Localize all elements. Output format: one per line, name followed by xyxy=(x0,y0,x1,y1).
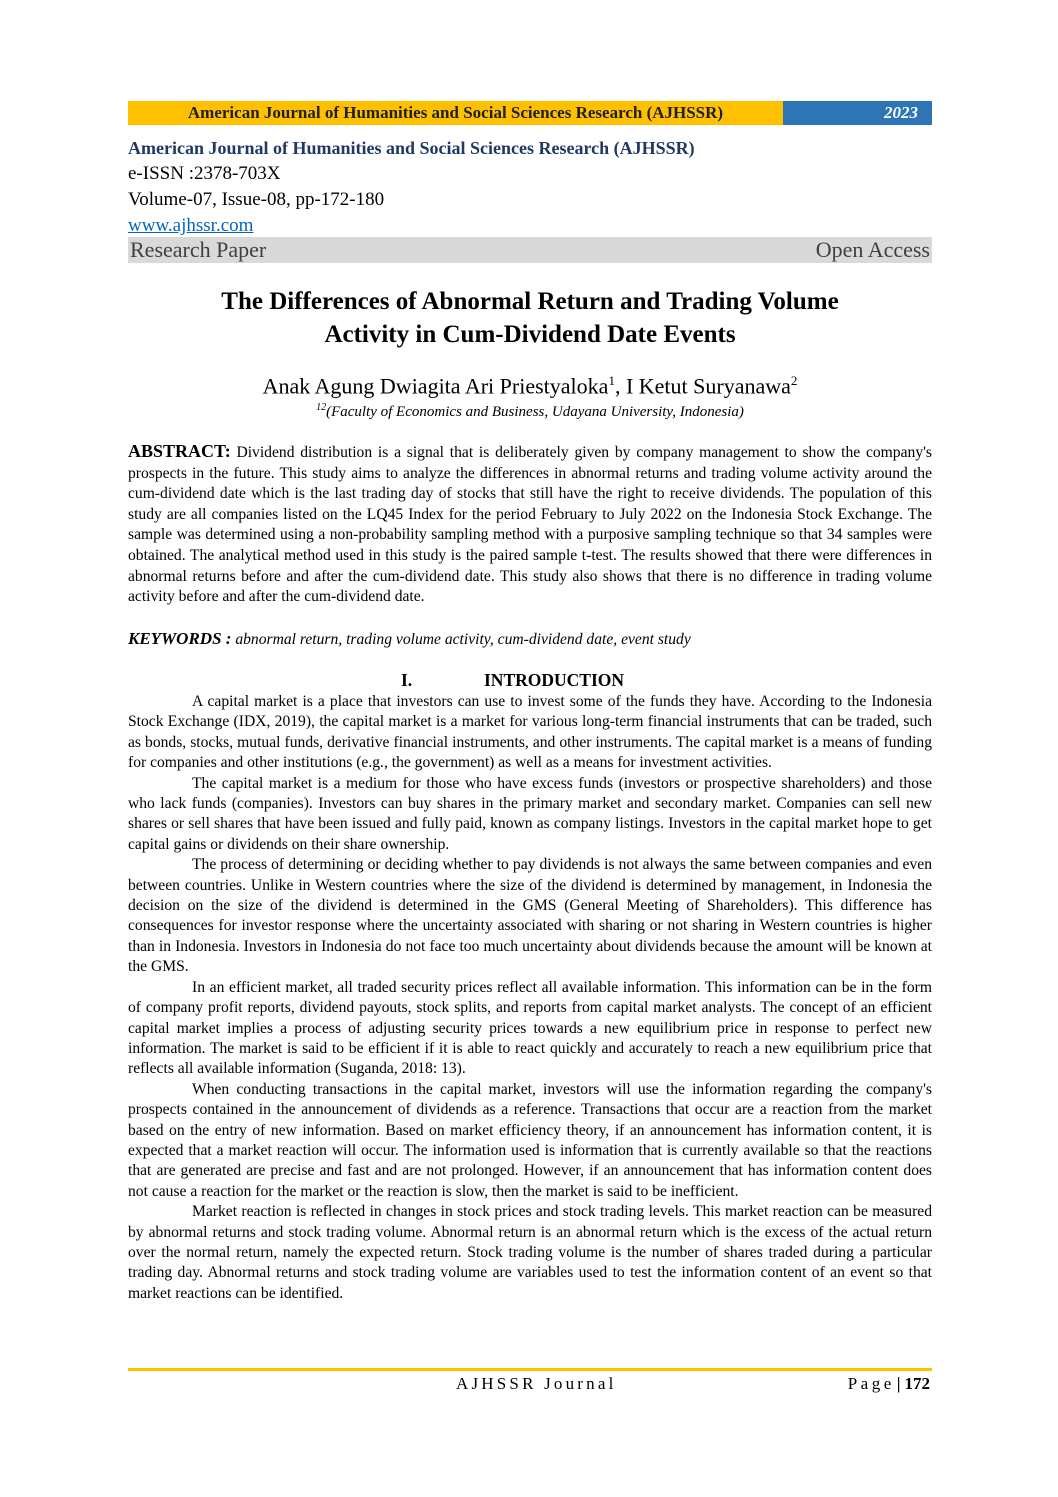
access-type: Open Access xyxy=(815,237,930,262)
abstract-label: ABSTRACT: xyxy=(128,441,231,461)
journal-meta xyxy=(128,135,932,239)
affiliation xyxy=(128,398,932,422)
author-1: Anak Agung Dwiagita Ari Priestyaloka xyxy=(262,373,609,399)
paragraph: When conducting transactions in the capital market, investors will use the information regarding the company's prospects contained in the announcement of dividends as a reference. Transactions that occur are a reaction from the market based on the entry of new information. Based on market efficiency theory, if an announcement has information content, it is expected that a market reaction will occur. The information used is information that is currently available so that the reactions that are generated are precise and fast and are not prolonged. However, if an announcement that has information content does not cause a reaction for the market or the reaction is slow, then the market is said to be inefficient. xyxy=(128,1080,932,1200)
paragraph: The capital market is a medium for those who have excess funds (investors or prospective shareholders) and those who lack funds (companies). Investors can buy shares in the primary market and secondary market. Companies can sell new shares or sell shares that have been issued and fully paid, known as company listings. Investors in the capital market hope to get capital gains or dividends on their share ownership. xyxy=(128,774,932,853)
banner-journal-title: American Journal of Humanities and Social Sciences Research (AJHSSR) xyxy=(128,101,783,125)
paper-title xyxy=(128,285,932,351)
footer-page xyxy=(848,1374,930,1394)
banner-year: 2023 xyxy=(783,101,932,125)
eissn: e-ISSN :2378-703X xyxy=(128,163,281,184)
keywords-label: KEYWORDS : xyxy=(128,629,232,648)
footer-journal: AJHSSR Journal xyxy=(456,1374,617,1393)
abstract-text: Dividend distribution is a signal that is deliberately given by company management to show the company's prospects in the future. This study aims to analyze the differences in abnormal returns and trading volume activity around the cum-dividend date which is the last trading day of stocks that still have the right to receive dividends. The population of this study are all companies listed on the LQ45 Index for the period February to July 2022 on the Indonesia Stock Exchange. The sample was determined using a non-probability sampling method with a purposive sampling technique so that 34 samples were obtained. The analytical method used in this study is the paired sample t-test. The results showed that there were differences in abnormal returns before and after the cum-dividend date. This study also shows that there is no difference in trading volume activity before and after the cum-dividend date. xyxy=(128,444,932,606)
volume-issue: Volume-07, Issue-08, pp-172-180 xyxy=(128,189,385,210)
affiliation-sup: 12 xyxy=(316,402,327,413)
paragraph: In an efficient market, all traded security prices reflect all available information. This information can be in the form of company profit reports, dividend payouts, stock splits, and reports from capital market analysts. The concept of an efficient capital market implies a process of adjusting security prices towards a new equilibrium price in response to perfect new information. The market is said to be efficient if it is able to react quickly and accurately to reach a new equilibrium price that reflects all available information (Suganda, 2018: 13). xyxy=(128,978,932,1078)
paper-type: Research Paper xyxy=(130,237,267,262)
affiliation-text: (Faculty of Economics and Business, Udayana University, Indonesia) xyxy=(326,404,744,420)
authors xyxy=(128,367,932,400)
author-1-sup: 1 xyxy=(608,373,615,388)
footer-page-label: Page xyxy=(847,1374,895,1393)
footer-divider xyxy=(128,1368,932,1371)
paragraph: The process of determining or deciding whether to pay dividends is not always the same between companies and even between countries. Unlike in Western countries where the size of the dividend is determined by management, in Indonesia the decision on the size of the dividend is determined in the GMS (General Meeting of Shareholders). This difference has consequences for investor response where the uncertainty associated with sharing or not sharing in Western countries is higher than in Indonesia. Investors in Indonesia do not face too much uncertainty about dividends because the amount will be known at the GMS. xyxy=(128,856,932,976)
paper-type-bar xyxy=(128,237,932,263)
section-title: INTRODUCTION xyxy=(484,670,625,690)
author-separator: , xyxy=(614,373,626,399)
abstract xyxy=(128,441,932,608)
paragraph: A capital market is a place that investors can use to invest some of the funds they have. According to the Indonesia Stock Exchange (IDX, 2019), the capital market is a market for various long-term financial instruments that can be traded, such as bonds, stocks, mutual funds, derivative financial instruments, and other instruments. The capital market is a means of funding for companies and other institutions (e.g., the government) as well as a means for investment activities. xyxy=(128,693,932,772)
body-text xyxy=(128,692,932,1304)
title-line-2: Activity in Cum-Dividend Date Events xyxy=(324,321,736,348)
author-2-sup: 2 xyxy=(790,373,798,388)
page-footer xyxy=(128,1374,932,1398)
journal-banner xyxy=(128,101,932,125)
section-number: I. xyxy=(401,670,413,690)
keywords-text: abnormal return, trading volume activity, cum-dividend date, event study xyxy=(231,631,691,648)
page-number: 172 xyxy=(904,1374,930,1393)
paragraph: Market reaction is reflected in changes in stock prices and stock trading levels. This market reaction can be measured by abnormal returns and stock trading volume. Abnormal return is an abnormal return which is the excess of the actual return over the normal return, namely the expected return. Stock trading volume is the number of shares traded during a particular trading day. Abnormal returns and stock trading volume are variables used to test the information content of an event so that market reactions can be identified. xyxy=(128,1203,932,1302)
journal-website-link[interactable]: www.ajhssr.com xyxy=(128,215,254,236)
journal-name: American Journal of Humanities and Social Sciences Research (AJHSSR) xyxy=(128,138,695,158)
author-2: I Ketut Suryanawa xyxy=(625,373,791,399)
footer-separator: | xyxy=(896,1374,901,1393)
title-line-1: The Differences of Abnormal Return and Trading Volume xyxy=(221,288,839,315)
keywords xyxy=(128,629,932,650)
